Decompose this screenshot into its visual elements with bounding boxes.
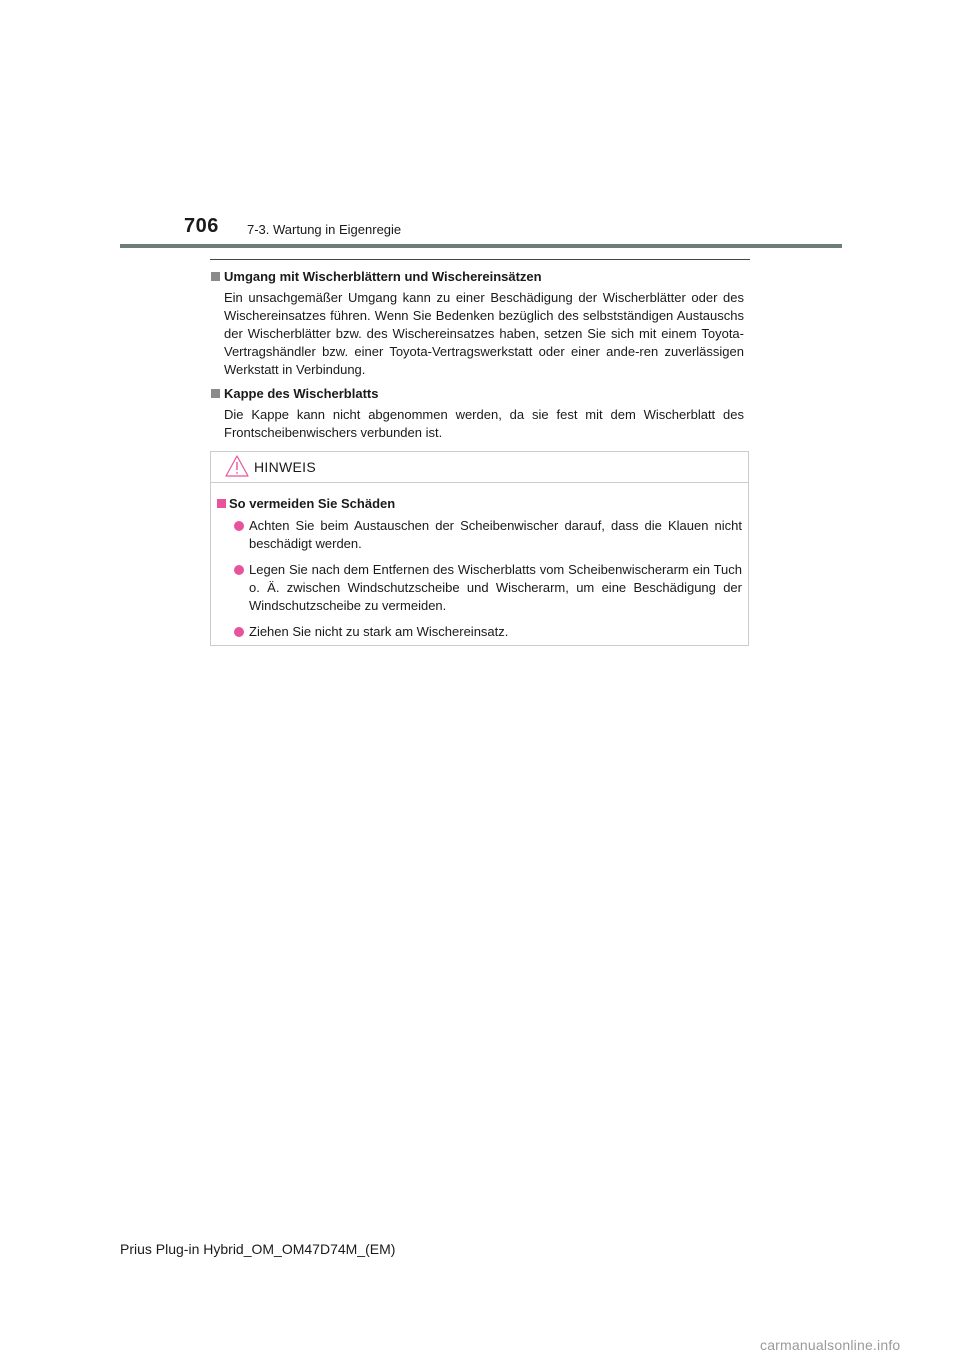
notice-heading <box>217 495 742 513</box>
section-heading <box>210 385 744 403</box>
notice-bullet <box>233 623 742 641</box>
section-rule <box>210 259 750 260</box>
warning-triangle-icon <box>225 455 249 477</box>
section-heading <box>210 268 744 286</box>
notice-bullet-text: Legen Sie nach dem Entfernen des Wischerblatts vom Scheibenwischerarm ein Tuch o. Ä. zwischen Windschutzscheibe und Wischerarm, um eine Beschädigung der Windschutzscheibe zu vermeiden. <box>249 562 742 613</box>
watermark: carmanualsonline.info <box>760 1337 901 1353</box>
section-heading-text: Kappe des Wischerblatts <box>224 386 379 401</box>
section-paragraph: Ein unsachgemäßer Umgang kann zu einer Beschädigung der Wischerblätter oder des Wischereinsatzes führen. Wenn Sie Bedenken bezüglich des selbstständigen Austauschs der Wischerblätter bzw. des Wischereinsatzes haben, setzen Sie sich mit einem Toyota-Vertragshändler bzw. einer Toyota-Vertragswerkstatt oder einer ande-ren zuverlässigen Werkstatt in Verbindung. <box>224 290 744 377</box>
circle-bullet-icon <box>234 565 244 575</box>
square-bullet-icon <box>211 389 220 398</box>
notice-bullet-text: Ziehen Sie nicht zu stark am Wischereinsatz. <box>249 624 509 639</box>
notice-bullet <box>233 561 742 615</box>
circle-bullet-icon <box>234 521 244 531</box>
notice-header <box>211 452 748 483</box>
notice-heading-text: So vermeiden Sie Schäden <box>229 496 396 511</box>
circle-bullet-icon <box>234 627 244 637</box>
notice-bullet <box>233 517 742 553</box>
section-paragraph: Die Kappe kann nicht abgenommen werden, da sie fest mit dem Wischerblatt des Frontscheibenwischers verbunden ist. <box>224 407 744 440</box>
notice-box <box>210 451 749 646</box>
square-bullet-icon <box>211 272 220 281</box>
page-number: 706 <box>184 215 219 237</box>
footer-document-id: Prius Plug-in Hybrid_OM_OM47D74M_(EM) <box>120 1241 396 1257</box>
main-content <box>210 268 744 448</box>
square-bullet-icon <box>217 499 226 508</box>
notice-bullet-text: Achten Sie beim Austauschen der Scheibenwischer darauf, dass die Klauen nicht beschädigt werden. <box>249 518 742 551</box>
notice-body <box>211 483 748 641</box>
header-rule <box>120 244 842 248</box>
notice-label: HINWEIS <box>254 459 316 475</box>
chapter-title: 7-3. Wartung in Eigenregie <box>247 222 402 237</box>
section-heading-text: Umgang mit Wischerblättern und Wischereinsätzen <box>224 269 542 284</box>
